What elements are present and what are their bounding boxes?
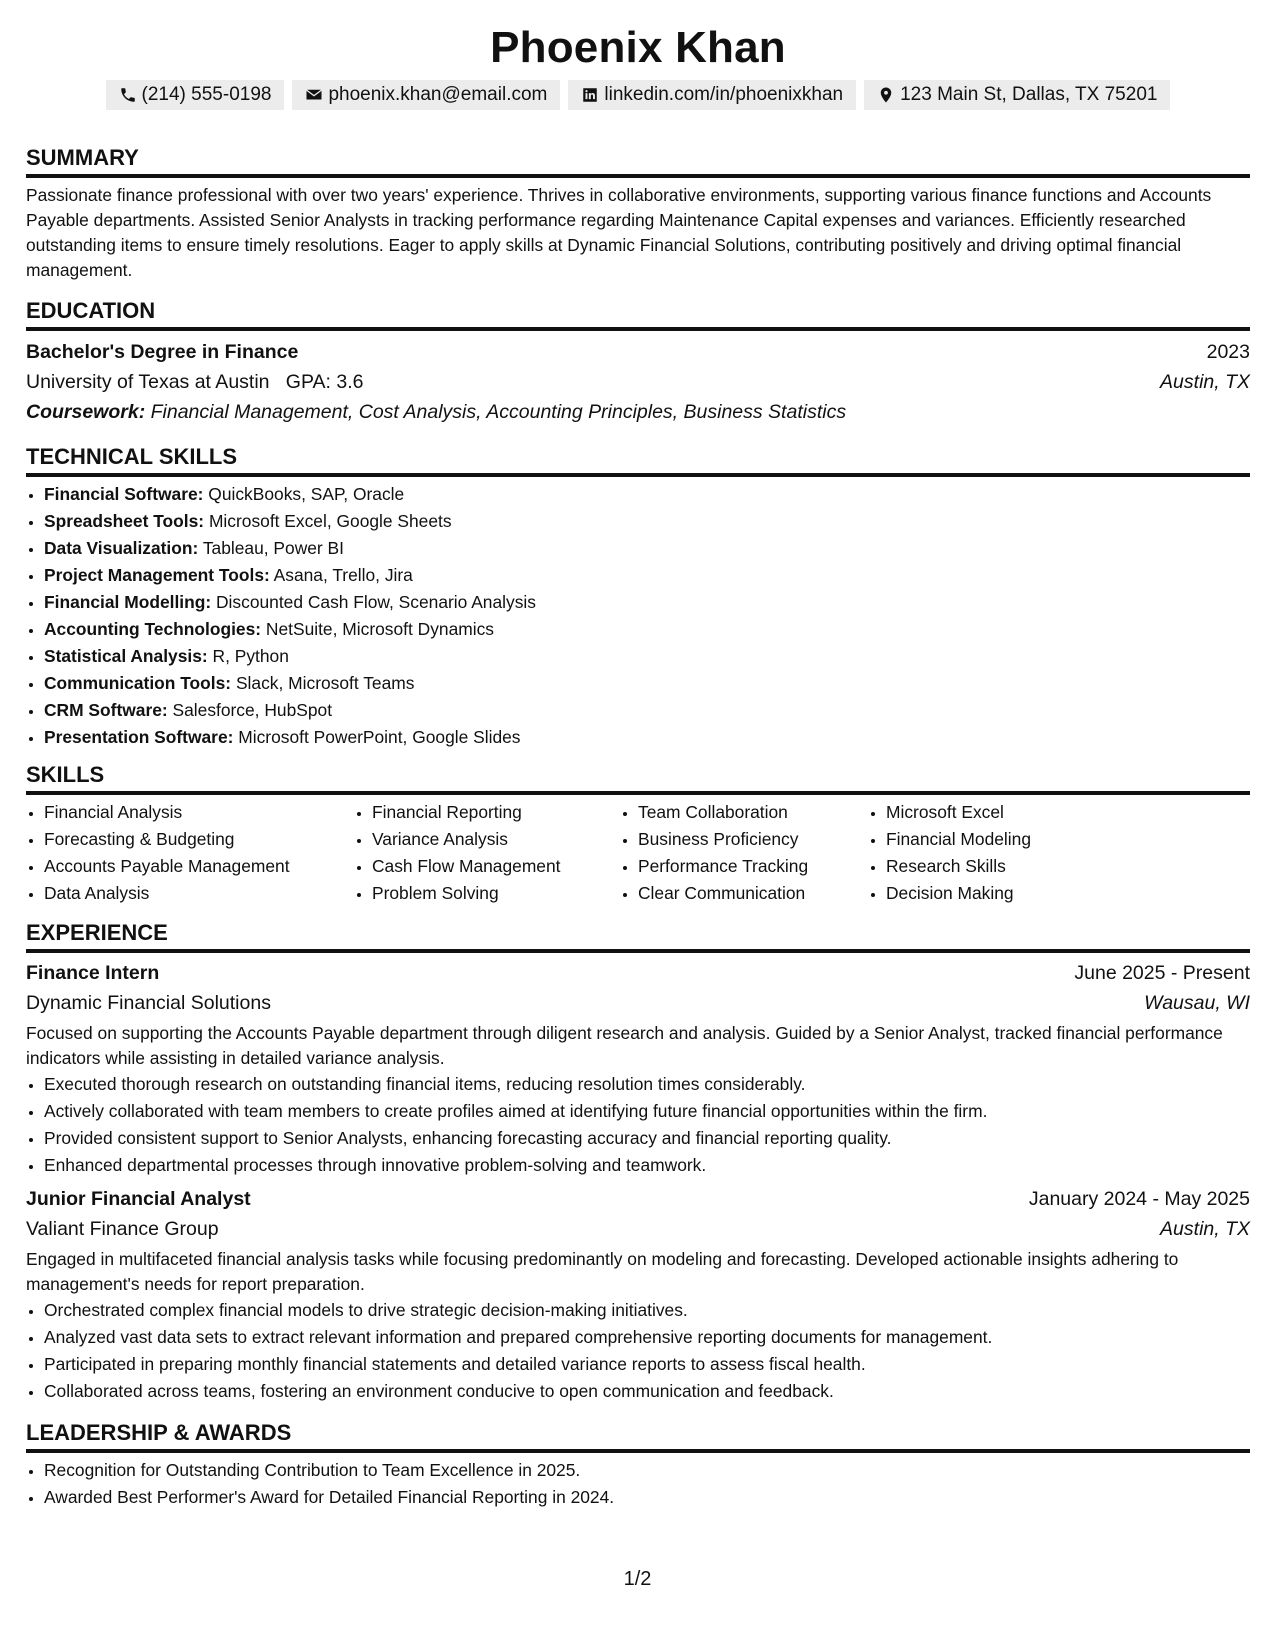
job-summary: Engaged in multifaceted financial analysis tasks while focusing predominantly on modeling and forecasting. Developed actionable insights adhering to management's needs for report preparation.	[26, 1249, 1179, 1294]
email-text: phoenix.khan@email.com	[328, 84, 548, 105]
section-title: SKILLS	[26, 761, 1250, 795]
resume-page	[26, 0, 1250, 1511]
list-item: • Collaborated across teams, fostering an environment conducive to open communication and feedback.	[44, 1378, 1250, 1405]
list-item: • Communication Tools: Slack, Microsoft Teams	[44, 670, 1250, 697]
skills-grid	[26, 799, 1250, 907]
list-item: • Presentation Software: Microsoft PowerPoint, Google Slides	[44, 724, 1250, 751]
contact-email[interactable]	[292, 80, 560, 110]
list-item: • Accounts Payable Management	[44, 853, 354, 880]
contact-linkedin[interactable]	[568, 80, 856, 110]
job-bullets	[26, 1297, 1250, 1405]
list-item: • Clear Communication	[638, 880, 868, 907]
linkedin-icon	[581, 86, 599, 104]
education-row-2	[26, 367, 1250, 397]
section-title: EXPERIENCE	[26, 919, 1250, 953]
job-role: Junior Financial Analyst	[26, 1188, 251, 1210]
school-location: Austin, TX	[1160, 371, 1250, 393]
job-header	[26, 1184, 1250, 1214]
list-item: • Data Analysis	[44, 880, 354, 907]
list-item: • Actively collaborated with team members to create profiles aimed at identifying future financial opportunities within the firm.	[44, 1098, 1250, 1125]
list-item: • Variance Analysis	[372, 826, 620, 853]
coursework-label: Coursework:	[26, 401, 146, 423]
technical-skills-section	[26, 443, 1250, 751]
list-item: • Microsoft Excel	[886, 799, 1146, 826]
skills-column	[868, 799, 1146, 907]
skills-column	[620, 799, 868, 907]
list-item: • Performance Tracking	[638, 853, 868, 880]
list-item: • Analyzed vast data sets to extract relevant information and prepared comprehensive reporting documents for management.	[44, 1324, 1250, 1351]
list-item: • Research Skills	[886, 853, 1146, 880]
envelope-icon	[305, 86, 323, 104]
list-item: • Financial Analysis	[44, 799, 354, 826]
phone-icon	[119, 86, 137, 104]
summary-text: Passionate finance professional with over two years' experience. Thrives in collaborative environments, supporting various finance functions and Accounts Payable departments. Assisted Senior Analysts in tracking performance regarding Maintenance Capital expenses and variances. Efficiently researched outstanding items to ensure timely resolutions. Eager to apply skills at Dynamic Financial Solutions, contributing positively and driving optimal financial management.	[26, 185, 1212, 280]
degree: Bachelor's Degree in Finance	[26, 341, 299, 363]
section-title: EDUCATION	[26, 297, 1250, 331]
list-item: • Problem Solving	[372, 880, 620, 907]
job-dates: January 2024 - May 2025	[1028, 1188, 1250, 1210]
graduation-year: 2023	[1206, 341, 1250, 363]
skills-column	[354, 799, 620, 907]
coursework: Financial Management, Cost Analysis, Accounting Principles, Business Statistics	[150, 401, 847, 423]
awards-section	[26, 1419, 1250, 1511]
list-item: • Enhanced departmental processes through innovative problem-solving and teamwork.	[44, 1152, 1250, 1179]
contact-address[interactable]	[864, 80, 1170, 110]
candidate-name: Phoenix Khan	[490, 23, 786, 72]
list-item: • Participated in preparing monthly financial statements and detailed variance reports to assess fiscal health.	[44, 1351, 1250, 1378]
education-section	[26, 297, 1250, 427]
school: University of Texas at Austin	[26, 371, 270, 393]
linkedin-text: linkedin.com/in/phoenixkhan	[604, 84, 844, 105]
address-text: 123 Main St, Dallas, TX 75201	[900, 84, 1158, 105]
list-item: • Financial Software: QuickBooks, SAP, Oracle	[44, 481, 1250, 508]
list-item: • Accounting Technologies: NetSuite, Microsoft Dynamics	[44, 616, 1250, 643]
list-item: • Forecasting & Budgeting	[44, 826, 354, 853]
list-item: • Executed thorough research on outstanding financial items, reducing resolution times considerably.	[44, 1071, 1250, 1098]
awards-list	[26, 1457, 1250, 1511]
list-item: • Financial Reporting	[372, 799, 620, 826]
contact-bar	[26, 80, 1250, 110]
job-subheader	[26, 1214, 1250, 1244]
job-role: Finance Intern	[26, 962, 160, 984]
map-pin-icon	[877, 86, 895, 104]
summary-section	[26, 144, 1250, 283]
list-item: • Orchestrated complex financial models to drive strategic decision-making initiatives.	[44, 1297, 1250, 1324]
job-bullets	[26, 1071, 1250, 1179]
coursework-row	[26, 397, 1250, 427]
section-title: TECHNICAL SKILLS	[26, 443, 1250, 477]
section-title: SUMMARY	[26, 144, 1250, 178]
skills-column	[26, 799, 354, 907]
experience-section	[26, 919, 1250, 1405]
phone-text: (214) 555-0198	[141, 84, 272, 105]
technical-skills-list	[26, 481, 1250, 751]
list-item: • Cash Flow Management	[372, 853, 620, 880]
contact-phone[interactable]	[106, 80, 285, 110]
job-company: Dynamic Financial Solutions	[26, 992, 271, 1014]
list-item: • Business Proficiency	[638, 826, 868, 853]
list-item: • Recognition for Outstanding Contribution to Team Excellence in 2025.	[44, 1457, 1250, 1484]
list-item: • CRM Software: Salesforce, HubSpot	[44, 697, 1250, 724]
list-item: • Statistical Analysis: R, Python	[44, 643, 1250, 670]
job-header	[26, 958, 1250, 988]
list-item: • Spreadsheet Tools: Microsoft Excel, Google Sheets	[44, 508, 1250, 535]
job-location: Wausau, WI	[1144, 992, 1250, 1014]
gpa: GPA: 3.6	[285, 371, 364, 393]
job-summary: Focused on supporting the Accounts Payable department through diligent research and analysis. Guided by a Senior Analyst, tracked financial performance indicators while assisting in detailed variance analysis.	[26, 1023, 1223, 1068]
job-entry	[26, 958, 1250, 1179]
job-subheader	[26, 988, 1250, 1018]
job-entry	[26, 1184, 1250, 1405]
education-row-1	[26, 337, 1250, 367]
skills-section	[26, 761, 1250, 907]
job-location: Austin, TX	[1160, 1218, 1250, 1240]
list-item: • Financial Modelling: Discounted Cash Flow, Scenario Analysis	[44, 589, 1250, 616]
list-item: • Decision Making	[886, 880, 1146, 907]
list-item: • Data Visualization: Tableau, Power BI	[44, 535, 1250, 562]
list-item: • Financial Modeling	[886, 826, 1146, 853]
page-number: 1/2	[623, 1568, 652, 1590]
list-item: • Awarded Best Performer's Award for Detailed Financial Reporting in 2024.	[44, 1484, 1250, 1511]
job-dates: June 2025 - Present	[1074, 962, 1250, 984]
list-item: • Team Collaboration	[638, 799, 868, 826]
section-title: LEADERSHIP & AWARDS	[26, 1419, 1250, 1453]
job-company: Valiant Finance Group	[26, 1218, 219, 1240]
list-item: • Provided consistent support to Senior Analysts, enhancing forecasting accuracy and financial reporting quality.	[44, 1125, 1250, 1152]
list-item: • Project Management Tools: Asana, Trello, Jira	[44, 562, 1250, 589]
